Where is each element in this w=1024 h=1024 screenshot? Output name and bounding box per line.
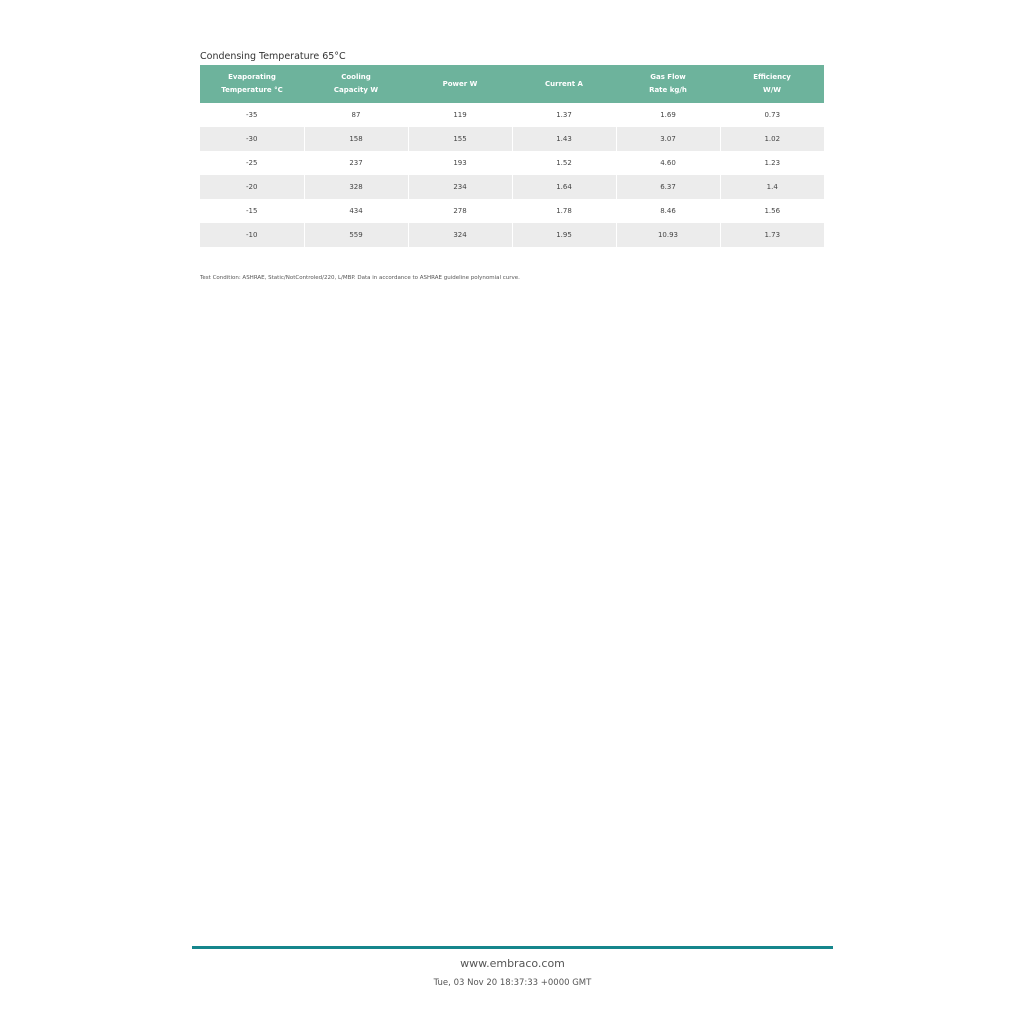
performance-table <box>200 65 824 247</box>
table-header-row <box>200 65 824 103</box>
table-cell: 193 <box>408 151 512 175</box>
table-cell: 3.07 <box>616 127 720 151</box>
table-row <box>200 175 824 199</box>
test-condition-note: Test Condition: ASHRAE, Static/NotControled/220, L/MBP. Data in accordance to ASHRAE guideline polynomial curve. <box>200 275 520 281</box>
table-cell: 1.95 <box>512 223 616 247</box>
table-cell: 0.73 <box>720 103 824 127</box>
table-cell: 1.4 <box>720 175 824 199</box>
table-cell: -35 <box>246 111 258 119</box>
table-cell: 328 <box>304 175 408 199</box>
footer-divider <box>192 946 833 949</box>
table-row <box>200 103 824 127</box>
table-cell: 1.56 <box>720 199 824 223</box>
table-cell: 559 <box>304 223 408 247</box>
table-cell: 158 <box>304 127 408 151</box>
footer-website: www.embraco.com <box>460 957 565 970</box>
table-cell: 324 <box>408 223 512 247</box>
footer-timestamp: Tue, 03 Nov 20 18:37:33 +0000 GMT <box>433 978 592 988</box>
column-header-cooling-capacity: Cooling Capacity W <box>304 65 408 103</box>
table-row <box>200 223 824 247</box>
table-cell: 10.93 <box>616 223 720 247</box>
table-cell: 1.73 <box>720 223 824 247</box>
table-row <box>200 199 824 223</box>
table-cell: 119 <box>408 103 512 127</box>
column-header-efficiency: Efficiency W/W <box>720 65 824 103</box>
table-cell: 4.60 <box>616 151 720 175</box>
table-caption: Condensing Temperature 65°C <box>200 51 346 62</box>
table-cell: 1.52 <box>512 151 616 175</box>
table-cell: -25 <box>246 159 258 167</box>
table-cell: 1.37 <box>512 103 616 127</box>
table-cell: 1.78 <box>512 199 616 223</box>
column-header-power: Power W <box>408 65 512 103</box>
table-cell: 234 <box>408 175 512 199</box>
table-cell: 1.02 <box>720 127 824 151</box>
column-header-current: Current A <box>512 65 616 103</box>
table-cell: 87 <box>304 103 408 127</box>
table-cell: 1.69 <box>616 103 720 127</box>
table-cell: -10 <box>200 223 304 247</box>
table-cell: 237 <box>304 151 408 175</box>
table-cell: 8.46 <box>616 199 720 223</box>
table-cell: 1.43 <box>512 127 616 151</box>
table-cell: 155 <box>408 127 512 151</box>
table-row <box>200 127 824 151</box>
column-header-gas-flow-rate: Gas Flow Rate kg/h <box>616 65 720 103</box>
table-cell: 278 <box>408 199 512 223</box>
table-cell: -20 <box>200 175 304 199</box>
table-cell: 434 <box>304 199 408 223</box>
table-cell: 1.64 <box>512 175 616 199</box>
table-cell: 1.23 <box>720 151 824 175</box>
column-header-evaporating-temperature: Evaporating Temperature °C <box>200 65 304 103</box>
table-cell: -30 <box>200 127 304 151</box>
table-cell: -15 <box>246 207 258 215</box>
table-row <box>200 151 824 175</box>
table-cell: 6.37 <box>616 175 720 199</box>
